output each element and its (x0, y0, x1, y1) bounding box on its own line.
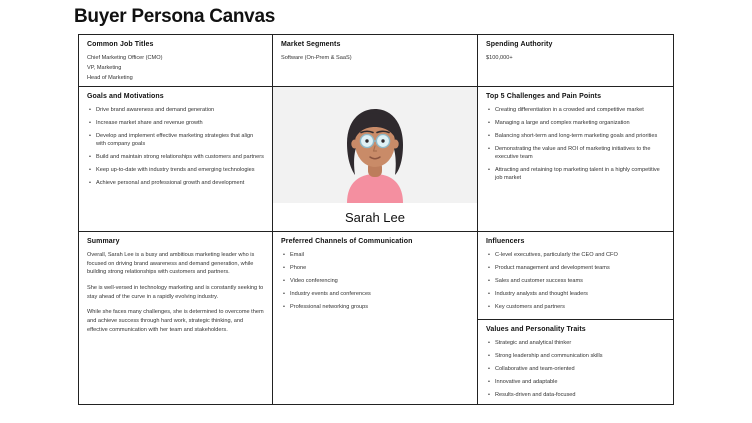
cell-preferred-channels (273, 232, 478, 404)
job-title-line: Chief Marketing Officer (CMO) (87, 55, 163, 61)
cell-values-and-personality-traits (478, 320, 673, 404)
list-item: • Managing a large and complex marketing organization (495, 119, 665, 127)
persona-name: Sarah Lee (273, 203, 477, 232)
cell-header-channels: Preferred Channels of Communication (281, 238, 413, 245)
market-segment-line: Software (On-Prem & SaaS) (281, 55, 352, 61)
list-item: • Balancing short-term and long-term marketing goals and priorities (495, 132, 665, 140)
channels-list (281, 251, 469, 311)
list-item: • Innovative and adaptable (495, 378, 665, 386)
list-item: • Phone (290, 264, 469, 272)
page-title: Buyer Persona Canvas (74, 6, 275, 27)
influencers-list (486, 251, 665, 311)
cell-influencers (478, 232, 673, 320)
values-list (486, 339, 665, 399)
cell-header-values: Values and Personality Traits (486, 326, 586, 333)
cell-spending-authority (478, 35, 673, 87)
list-item: • Attracting and retaining top marketing talent in a highly competitive job market (495, 166, 665, 183)
list-item: • Increase market share and revenue growth (96, 119, 264, 127)
cell-header-challenges: Top 5 Challenges and Pain Points (486, 93, 602, 100)
job-title-line: Head of Marketing (87, 74, 133, 81)
list-item: • Results-driven and data-focused (495, 391, 665, 399)
list-item: • Professional networking groups (290, 303, 469, 311)
person-avatar-icon (323, 99, 427, 203)
spending-authority-line: $100,000+ (486, 55, 513, 61)
cell-header-common-job-titles: Common Job Titles (87, 41, 154, 48)
cell-header-goals: Goals and Motivations (87, 93, 164, 100)
avatar-background (273, 87, 477, 203)
cell-header-spending-authority: Spending Authority (486, 41, 553, 48)
list-item: • Keep up-to-date with industry trends and emerging technologies (96, 166, 264, 174)
list-item: • Sales and customer success teams (495, 277, 665, 285)
cell-market-segments (273, 35, 478, 87)
summary-paragraph: While she faces many challenges, she is determined to overcome them and achieve success through hard work, strategic thinking, and effective communication with her team and stakeholders. (87, 309, 264, 333)
list-item: • Collaborative and team-oriented (495, 365, 665, 373)
list-item: • Email (290, 251, 469, 259)
job-title-line: VP, Marketing (87, 64, 122, 71)
list-item: • Achieve personal and professional growth and development (96, 179, 264, 187)
list-item: • Strong leadership and communication skills (495, 352, 665, 360)
cell-header-influencers: Influencers (486, 238, 525, 245)
list-item: • Industry events and conferences (290, 290, 469, 298)
summary-paragraph: She is well-versed in technology marketing and is constantly seeking to stay ahead of the curve in a rapidly evolving industry. (87, 284, 264, 300)
list-item: • Video conferencing (290, 277, 469, 285)
list-item: • Develop and implement effective marketing strategies that align with company goals (96, 132, 264, 149)
list-item: • Creating differentiation in a crowded and competitive market (495, 106, 665, 114)
cell-persona-portrait (273, 87, 478, 232)
list-item: • Demonstrating the value and ROI of marketing initiatives to the executive team (495, 145, 665, 162)
list-item: • Product management and development teams (495, 264, 665, 272)
cell-challenges-and-pain-points (478, 87, 673, 232)
list-item: • Drive brand awareness and demand generation (96, 106, 264, 114)
list-item: • C-level executives, particularly the CEO and CFO (495, 251, 665, 259)
goals-list (87, 106, 264, 187)
summary-paragraph: Overall, Sarah Lee is a busy and ambitious marketing leader who is focused on driving brand awareness and demand generation, while building strong relationships with customers and partners. (87, 252, 255, 276)
list-item: • Key customers and partners (495, 303, 665, 311)
cell-summary (79, 232, 273, 404)
cell-header-market-segments: Market Segments (281, 41, 341, 48)
list-item: • Industry analysts and thought leaders (495, 290, 665, 298)
list-item: • Build and maintain strong relationships with customers and partners (96, 153, 264, 161)
cell-goals-and-motivations (79, 87, 273, 232)
challenges-list (486, 106, 665, 183)
cell-header-summary: Summary (87, 238, 120, 245)
list-item: • Strategic and analytical thinker (495, 339, 665, 347)
canvas-grid (78, 34, 674, 405)
cell-common-job-titles (79, 35, 273, 87)
